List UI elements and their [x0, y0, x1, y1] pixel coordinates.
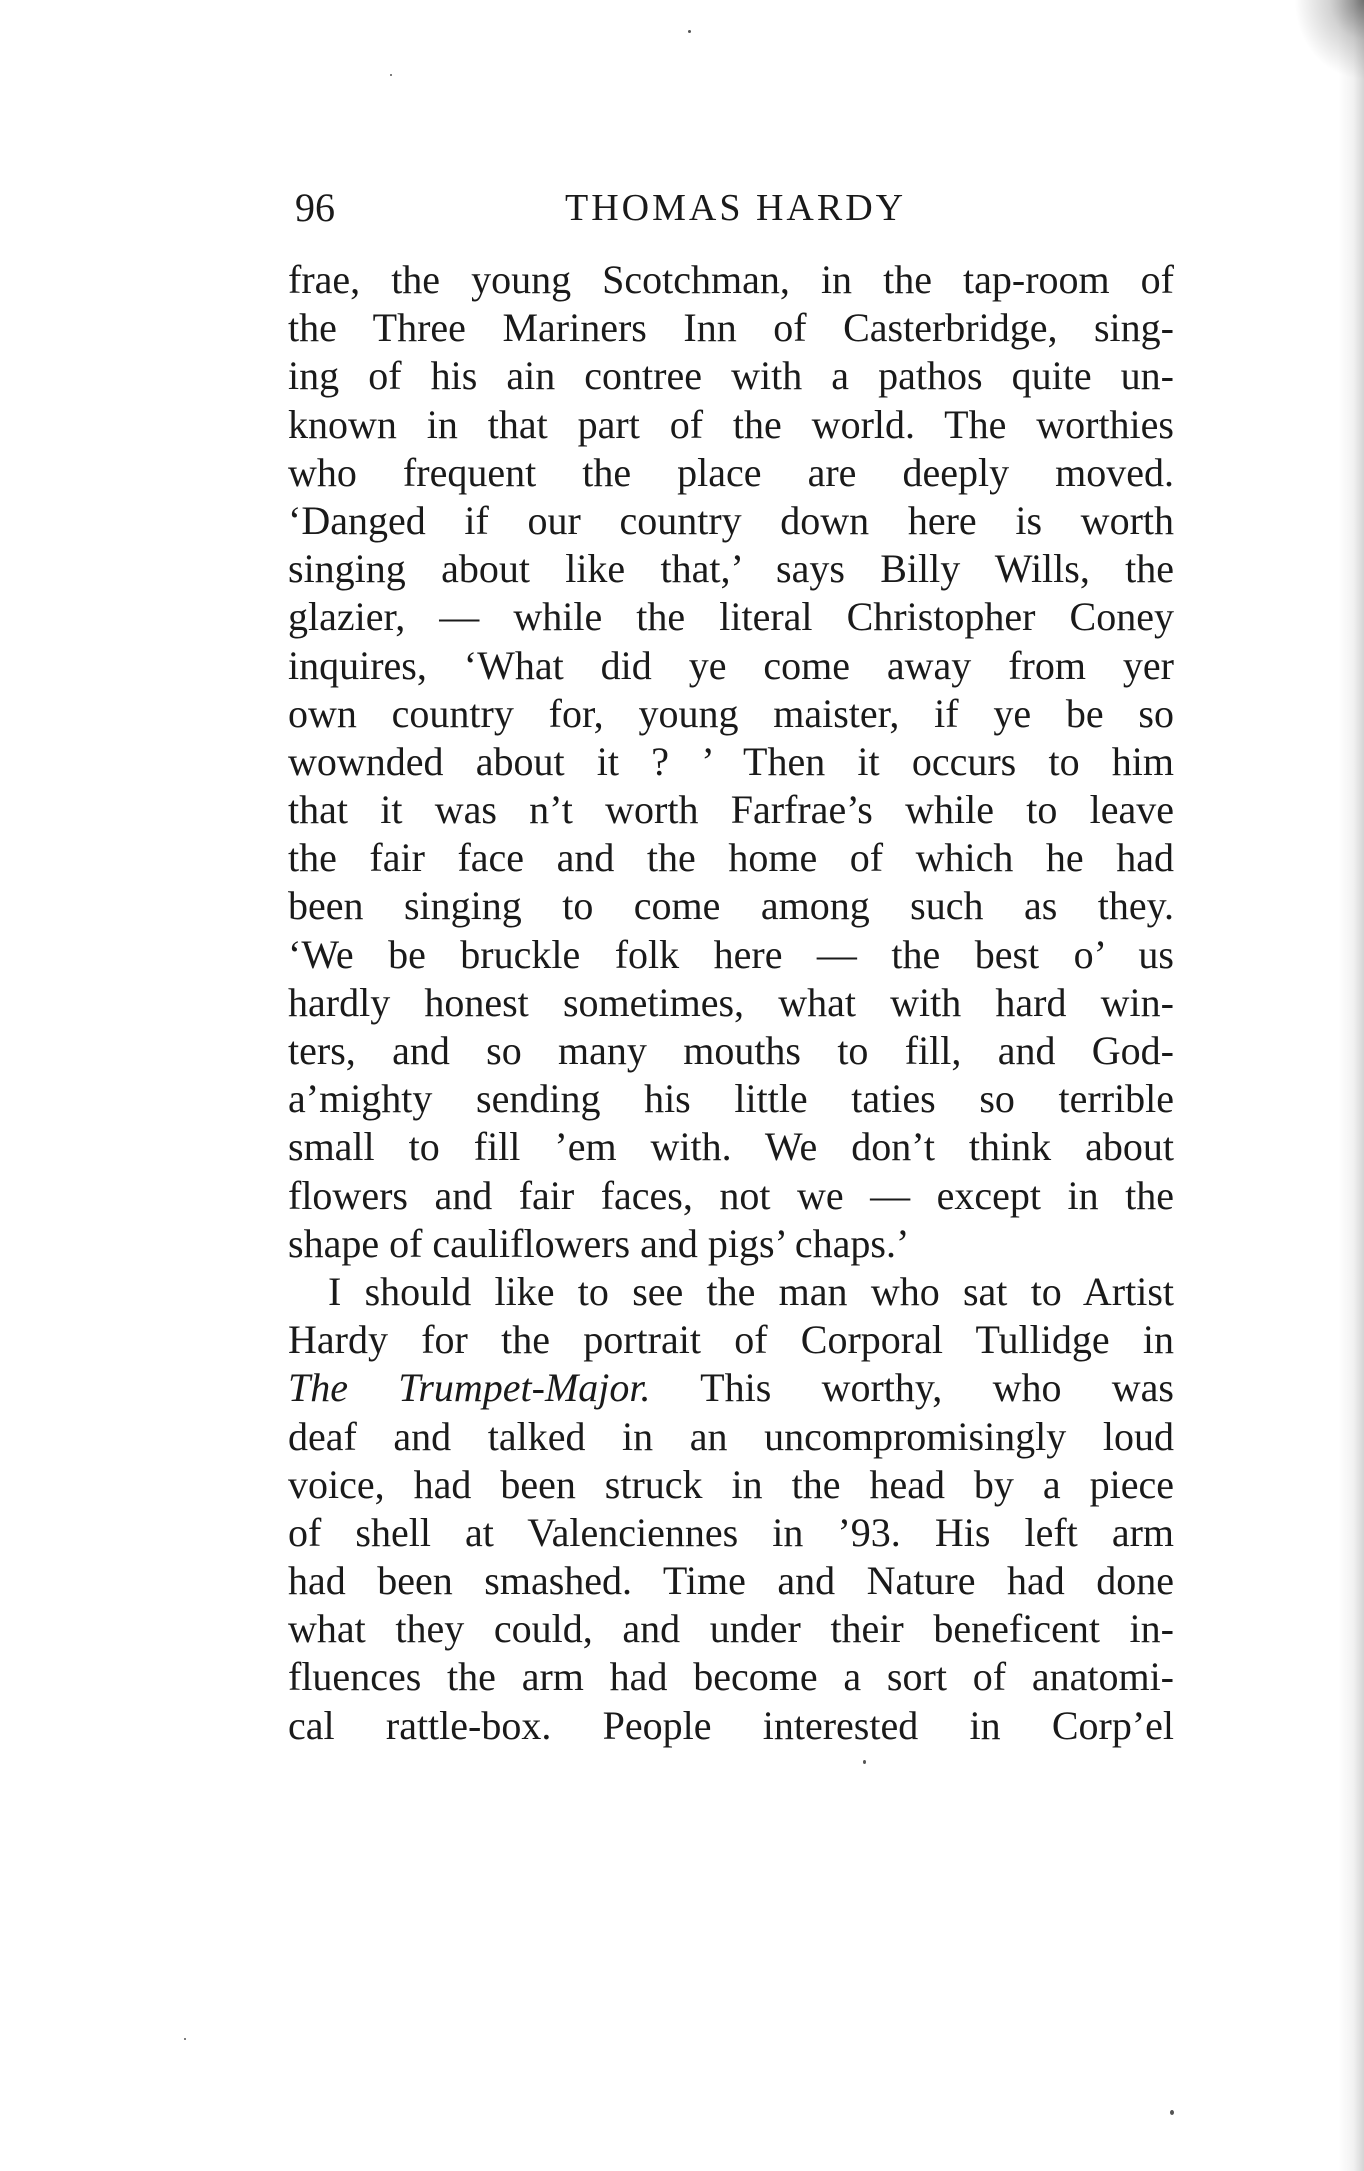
text-line: fluences the arm had become a sort of anatomi-: [288, 1654, 1174, 1700]
text-line: ‘We be bruckle folk here — the best o’ us: [288, 931, 1174, 977]
text-line: hardly honest sometimes, what with hard win-: [288, 979, 1174, 1025]
text-line: had been smashed. Time and Nature had done: [288, 1558, 1174, 1604]
paper-speck: [1170, 2110, 1174, 2115]
text-line-with-italic-title: [288, 1364, 1174, 1412]
body-text: [288, 256, 1174, 1750]
text-line: that it was n’t worth Farfrae’s while to leave: [288, 787, 1174, 833]
text-line: own country for, young maister, if ye be so: [288, 690, 1174, 736]
paper-speck: [863, 1760, 866, 1764]
text-line-remainder: This worthy, who was: [650, 1365, 1174, 1411]
text-line: glazier, — while the literal Christopher Coney: [288, 594, 1174, 640]
text-line: singing about like that,’ says Billy Wills, the: [288, 546, 1174, 592]
page-number: 96: [295, 185, 335, 230]
text-line: of shell at Valenciennes in ’93. His left arm: [288, 1509, 1174, 1555]
text-line: ters, and so many mouths to fill, and God-: [288, 1028, 1174, 1073]
text-line: Hardy for the portrait of Corporal Tullidge in: [288, 1317, 1174, 1363]
text-line: ‘Danged if our country down here is worth: [288, 497, 1174, 543]
running-title: THOMAS HARDY: [565, 187, 907, 229]
text-line: what they could, and under their beneficent in-: [288, 1606, 1174, 1652]
text-line: been singing to come among such as they.: [288, 883, 1174, 929]
paper-speck: [688, 30, 691, 33]
text-line: known in that part of the world. The worthies: [288, 401, 1174, 447]
text-line: voice, had been struck in the head by a piece: [288, 1461, 1174, 1507]
page-edge-shadow: [1338, 0, 1364, 2171]
text-line: the fair face and the home of which he had: [288, 835, 1174, 881]
paragraph-start-line: I should like to see the man who sat to Artist: [328, 1268, 1174, 1314]
paragraph-end-line: shape of cauliflowers and pigs’ chaps.’: [288, 1220, 910, 1266]
text-line: flowers and fair faces, not we — except in the: [288, 1172, 1174, 1218]
paper-speck: [184, 2038, 186, 2040]
text-line: cal rattle-box. People interested in Corp’el: [288, 1702, 1174, 1748]
running-head: [295, 180, 1175, 236]
book-title-italic: The Trumpet-Major.: [288, 1365, 651, 1411]
text-line: wownded about it ? ’ Then it occurs to him: [288, 738, 1174, 784]
page-corner-shadow: [1294, 0, 1364, 80]
text-line: inquires, ‘What did ye come away from yer: [288, 642, 1174, 688]
text-line: the Three Mariners Inn of Casterbridge, sing-: [288, 305, 1174, 351]
text-line: who frequent the place are deeply moved.: [288, 449, 1174, 495]
text-line: frae, the young Scotchman, in the tap-room of: [288, 257, 1174, 302]
text-line: small to fill ’em with. We don’t think about: [288, 1124, 1174, 1170]
text-line: ing of his ain contree with a pathos quite un-: [288, 353, 1174, 399]
paper-speck: [390, 74, 392, 76]
text-line: deaf and talked in an uncompromisingly loud: [288, 1413, 1174, 1459]
text-line: a’mighty sending his little taties so terrible: [288, 1076, 1174, 1122]
